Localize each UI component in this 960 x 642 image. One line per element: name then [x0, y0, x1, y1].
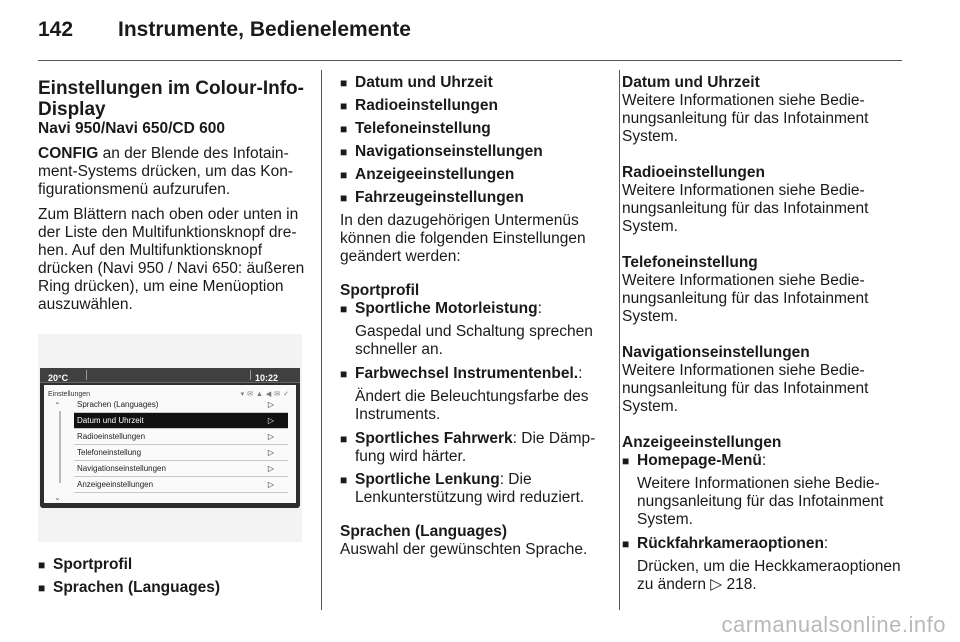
- sport-engine-label: Sportliche Motorleistung: [355, 300, 538, 317]
- display-body: [44, 385, 296, 503]
- menu-item-display[interactable]: Anzeigeeinstellungen ▷: [74, 477, 288, 493]
- chapter-title: Instrumente, Bedienelemente: [118, 18, 411, 41]
- date-time-text: Weitere Informationen siehe Bedienungsanleitung für das Infotainment System.: [622, 92, 869, 145]
- page-number: 142: [38, 18, 74, 41]
- scroll-paragraph: Zum Blättern nach oben oder unten in der Liste den Multifunktionsknopf drehen. Auf den Multifunktionsknopf drücken (Navi 950 / Navi 650: äußeren Ring drücken), um eine Menüoption auszuwählen.: [38, 206, 305, 313]
- page-reference-link[interactable]: 218.: [726, 576, 757, 593]
- navigation-text: Weitere Informationen siehe Bedienungsanleitung für das Infotainment System.: [622, 362, 869, 415]
- chevron-up-icon: ⌃: [54, 401, 61, 410]
- column-3: [622, 74, 904, 600]
- config-paragraph: [38, 145, 306, 199]
- display-scrollbar[interactable]: [54, 397, 66, 501]
- column-1: [38, 74, 306, 602]
- menu-item-date-time[interactable]: Datum und Uhrzeit ▷: [74, 413, 288, 429]
- page-header: [38, 18, 922, 50]
- chevron-right-icon: ▷: [267, 400, 274, 409]
- rear-camera-desc-text: Drücken, um die Heckkameraoptionen zu ändern: [637, 558, 901, 593]
- column-divider-2: [619, 70, 620, 610]
- sport-engine-colon: :: [537, 300, 542, 317]
- display-clock: 10:22: [254, 373, 278, 383]
- menu-item-navigation[interactable]: Navigationseinstellungen ▷: [74, 461, 288, 477]
- sport-steering-item: [340, 471, 606, 507]
- radio-text: Weitere Informationen siehe Bedienungsanleitung für das Infotainment System.: [622, 182, 869, 235]
- rear-camera-item: [622, 535, 904, 553]
- chevron-right-icon: ▷: [267, 464, 274, 473]
- watermark-brand: carmanualsonline.info: [721, 612, 946, 637]
- block-display: [622, 434, 904, 594]
- sport-engine-item: [340, 300, 606, 318]
- menu-item-languages[interactable]: Sprachen (Languages) ▷: [74, 397, 288, 413]
- sport-chassis-item: [340, 430, 606, 466]
- sportprofil-heading: Sportprofil: [340, 282, 420, 299]
- model-subhead: Navi 950/Navi 650/CD 600: [38, 120, 225, 137]
- rear-camera-label: Rückfahrkameraoptionen: [637, 535, 824, 552]
- homepage-menu-desc: Weitere Informationen siehe Bedienungsanleitung für das Infotainment System.: [637, 475, 884, 528]
- page-reference-icon: ▷: [710, 576, 727, 593]
- homepage-menu-item: [622, 452, 904, 470]
- languages-heading: Sprachen (Languages): [340, 523, 508, 540]
- bullet-date-time: ■ Datum und Uhrzeit: [340, 74, 606, 92]
- display-heading: Anzeigeeinstellungen: [622, 434, 782, 451]
- display-temperature: 20°C: [48, 373, 69, 383]
- block-date-time: [622, 74, 904, 146]
- config-key: CONFIG: [38, 145, 99, 162]
- bullet-sportprofil: ■ Sportprofil: [38, 556, 306, 574]
- status-separator: [250, 370, 251, 380]
- sport-steering-label: Sportliche Lenkung: [355, 471, 500, 488]
- section-title: Einstellungen im Colour-Info-Display: [38, 78, 304, 120]
- color-change-desc: Ändert die Beleuchtungsfarbe des Instruments.: [355, 388, 589, 423]
- bullet-display: ■ Anzeigeeinstellungen: [340, 166, 606, 184]
- display-menu-title: Einstellungen: [48, 391, 91, 398]
- sport-engine-desc: Gaspedal und Schaltung sprechen schneller an.: [355, 323, 593, 358]
- menu-item-phone[interactable]: Telefoneinstellung ▷: [74, 445, 288, 461]
- homepage-menu-colon: :: [761, 452, 767, 469]
- display-screenshot: [38, 334, 302, 542]
- color-change-colon: :: [578, 365, 583, 382]
- block-phone: [622, 254, 904, 326]
- display-frame: [40, 368, 300, 508]
- scroll-track: [59, 411, 61, 483]
- phone-heading: Telefoneinstellung: [622, 254, 758, 271]
- phone-text: Weitere Informationen siehe Bedienungsanleitung für das Infotainment System.: [622, 272, 869, 325]
- display-status-icons: ▾✉▲◀✉✓: [240, 391, 292, 398]
- rear-camera-colon: :: [823, 535, 829, 552]
- date-time-heading: Datum und Uhrzeit: [622, 74, 760, 91]
- rear-camera-desc: [637, 558, 904, 594]
- block-navigation: [622, 344, 904, 416]
- submenu-intro: In den dazugehörigen Untermenüs können die folgenden Einstellungen geändert werden:: [340, 212, 586, 265]
- chevron-right-icon: ▷: [267, 432, 274, 441]
- display-menu-list: [74, 397, 288, 493]
- bullet-navigation: ■ Navigationseinstellungen: [340, 143, 606, 161]
- status-separator: [86, 370, 87, 380]
- chevron-right-icon: ▷: [267, 448, 274, 457]
- block-radio: [622, 164, 904, 236]
- chevron-right-icon: ▷: [267, 480, 274, 489]
- bullet-languages: ■ Sprachen (Languages): [38, 579, 306, 597]
- bullet-radio: ■ Radioeinstellungen: [340, 97, 606, 115]
- column-divider-1: [321, 70, 322, 610]
- color-change-item: [340, 365, 606, 383]
- languages-desc: Auswahl der gewünschten Sprache.: [340, 541, 588, 558]
- chevron-right-icon: ▷: [267, 416, 274, 425]
- homepage-menu-label: Homepage-Menü: [637, 452, 762, 469]
- navigation-heading: Navigationseinstellungen: [622, 344, 810, 361]
- color-change-label: Farbwechsel Instrumentenbel.: [355, 365, 579, 382]
- chevron-down-icon: ⌄: [54, 493, 61, 502]
- display-status-bar: [40, 368, 300, 383]
- config-text: an der Blende des Infotainment-Systems drücken, um das Konfigurationsmenü aufzurufen.: [38, 145, 293, 198]
- sport-chassis-label: Sportliches Fahrwerk: [355, 430, 513, 447]
- column-2: [340, 74, 606, 559]
- bullet-vehicle: ■ Fahrzeugeinstellungen: [340, 189, 606, 207]
- sport-chassis-desc: : Die Dämpfung wird härter.: [355, 430, 596, 465]
- radio-heading: Radioeinstellungen: [622, 164, 765, 181]
- menu-item-radio[interactable]: Radioeinstellungen ▷: [74, 429, 288, 445]
- bullet-phone: ■ Telefoneinstellung: [340, 120, 606, 138]
- sport-steering-desc: : Die Lenkunterstützung wird reduziert.: [355, 471, 585, 506]
- header-divider: [38, 60, 902, 61]
